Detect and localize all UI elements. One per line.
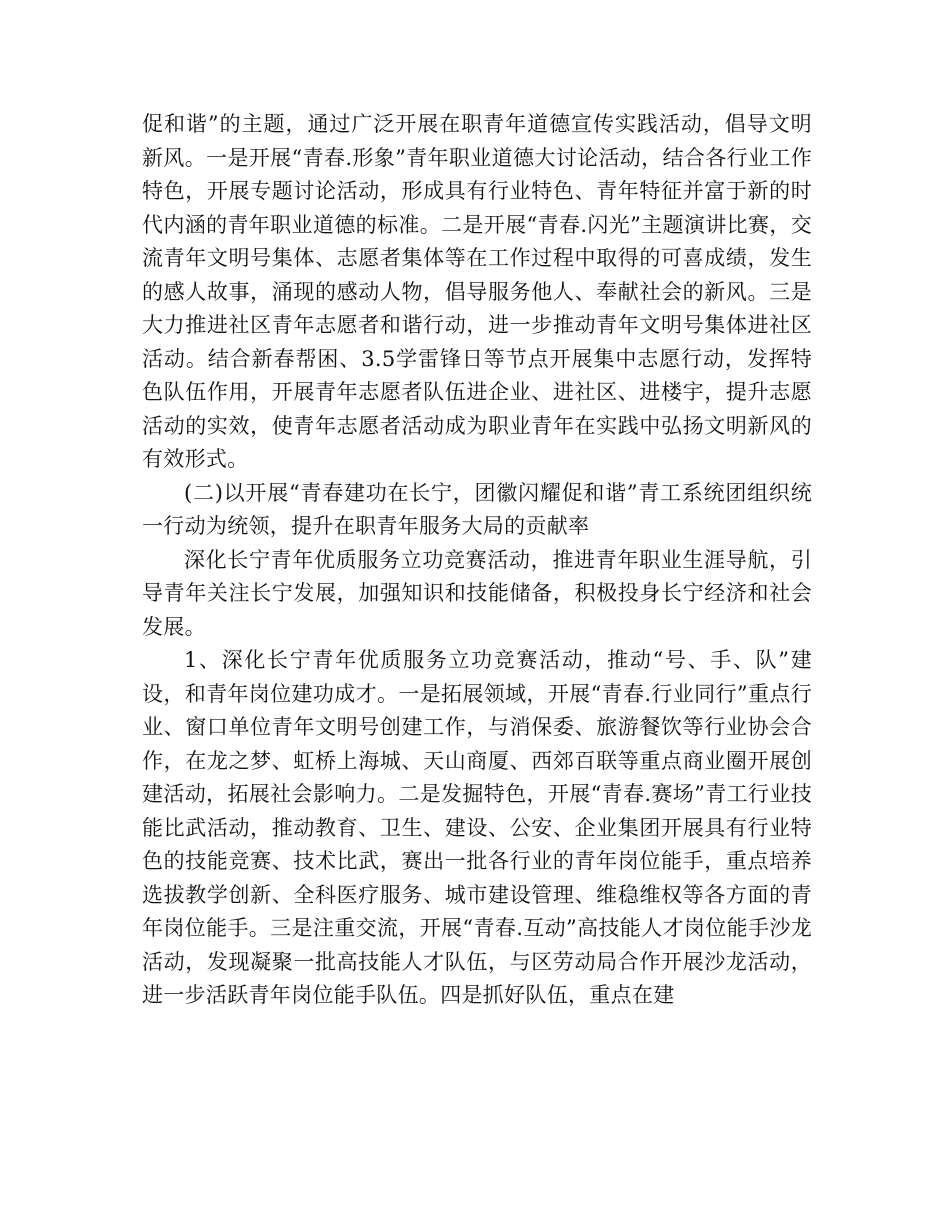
paragraph-item-1: 1、深化长宁青年优质服务立功竞赛活动，推动“号、手、队”建设，和青年岗位建功成才。一是拓展领域，开展“青春.行业同行”重点行业、窗口单位青年文明号创建工作，与消保委、旅游餐饮等行业协会合作，在龙之梦、虹桥上海城、天山商厦、西郊百联等重点商业圈开展创建活动，拓展社会影响力。二是发掘特色，开展“青春.赛场”青工行业技能比武活动，推动教育、卫生、建设、公安、企业集团开展具有行业特色的技能竞赛、技术比武，赛出一批各行业的青年岗位能手，重点培养选拔教学创新、全科医疗服务、城市建设管理、维稳维权等各方面的青年岗位能手。三是注重交流，开展“青春.互动”高技能人才岗位能手沙龙活动，发现凝聚一批高技能人才队伍，与区劳动局合作开展沙龙活动，进一步活跃青年岗位能手队伍。四是抓好队伍，重点在建 <box>142 648 812 1007</box>
section-heading: (二)以开展“青春建功在长宁，团徽闪耀促和谐”青工系统团组织统一行动为统领，提升在职青年服务大局的贡献率 <box>142 480 812 538</box>
paragraph-intro: 深化长宁青年优质服务立功竞赛活动，推进青年职业生涯导航，引导青年关注长宁发展，加强知识和技能储备，积极投身长宁经济和社会发展。 <box>142 547 812 639</box>
paragraph-continuation: 促和谐”的主题，通过广泛开展在职青年道德宣传实践活动，倡导文明新风。一是开展“青春.形象”青年职业道德大讨论活动，结合各行业工作特色，开展专题讨论活动，形成具有行业特色、青年特征并富于新的时代内涵的青年职业道德的标准。二是开展“青春.闪光”主题演讲比赛，交流青年文明号集体、志愿者集体等在工作过程中取得的可喜成绩，发生的感人故事，涌现的感动人物，倡导服务他人、奉献社会的新风。三是大力推进社区青年志愿者和谐行动，进一步推动青年文明号集体进社区活动。结合新春帮困、3.5学雷锋日等节点开展集中志愿行动，发挥特色队伍作用，开展青年志愿者队伍进企业、进社区、进楼宇，提升志愿活动的实效，使青年志愿者活动成为职业青年在实践中弘扬文明新风的有效形式。 <box>142 112 812 471</box>
document-body <box>142 108 812 1013</box>
